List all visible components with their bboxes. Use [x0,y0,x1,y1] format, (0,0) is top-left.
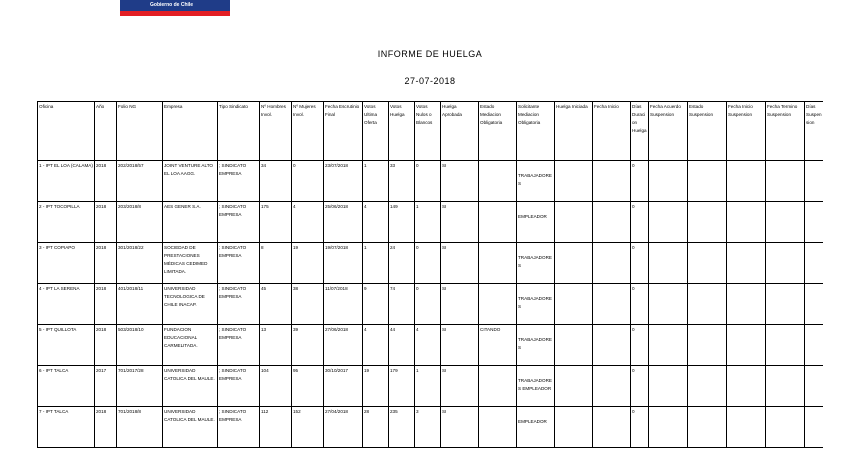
table-cell [593,325,631,366]
table-cell: 6 - IPT TALCA [38,366,95,407]
table-cell: 4 [363,325,389,366]
table-cell: 2017 [95,366,117,407]
table-cell: 175 [260,202,292,243]
table-cell: 112 [260,407,292,448]
cell-text: TRABAJADORES [518,173,552,186]
table-cell [766,202,805,243]
table-cell [727,202,766,243]
table-cell [517,366,555,407]
table-cell [649,243,688,284]
table-cell [688,407,727,448]
column-header: Días Duracion Huelga [631,102,649,161]
table-cell: UNIVERSIDAD CATOLICA DEL MAULE. [163,407,218,448]
column-header: Fecha Termino Suspension [766,102,805,161]
table-cell [555,407,593,448]
table-cell [593,407,631,448]
column-header: Nº Mujeres Invol. [292,102,324,161]
table-cell [593,243,631,284]
table-cell [649,325,688,366]
table-cell [593,366,631,407]
table-row [38,407,824,448]
table-cell: 179 [389,366,415,407]
cell-text: TRABAJADORES [518,255,552,268]
table-cell [479,366,517,407]
table-cell: 301/2018/22 [117,243,163,284]
table-cell [727,243,766,284]
column-header: Nº Hombres Invol. [260,102,292,161]
table-cell: 24 [389,243,415,284]
table-cell [727,284,766,325]
column-header: Votos Ultima Oferta [363,102,389,161]
cell-spacer [518,244,553,254]
table-cell: JOINT VENTURE ALTO EL LOA AAGG. [163,161,218,202]
column-header: Fecha Inicio Suspension [727,102,766,161]
table-cell [727,407,766,448]
cell-text: EMPLEADOR [518,214,547,219]
table-cell [688,243,727,284]
table-cell: SI [441,325,479,366]
table-cell: 13 [260,325,292,366]
table-cell [517,202,555,243]
table-cell: 39 [292,325,324,366]
table-cell: 5 - IPT QUILLOTA [38,325,95,366]
table-cell: 3 - IPT COPIAPO [38,243,95,284]
logo-red-band [120,11,230,16]
table-cell: 11/07/2018 [324,284,363,325]
table-cell: AES GENER S.A. [163,202,218,243]
table-cell: 152 [292,407,324,448]
logo-text: Gobierno de Chile [150,2,194,8]
table-cell [805,284,824,325]
table-cell: 0 [415,284,441,325]
table-cell [218,366,260,407]
table-cell [766,284,805,325]
table-cell: 0 [631,325,649,366]
table-cell: 104 [260,366,292,407]
table-cell: CITANDO [479,325,517,366]
table-cell: 27/06/2018 [324,325,363,366]
table-cell [555,284,593,325]
table-cell: SOCIEDAD DE PRESTACIONES MÉDICAS CEDIMED LIMITADA. [163,243,218,284]
table-cell: 203/2018/8 [117,202,163,243]
table-cell: 401/2018/11 [117,284,163,325]
report-title: INFORME DE HUELGA [377,49,483,59]
table-cell: 0 [631,161,649,202]
table-cell [766,161,805,202]
table-cell: 23/07/2018 [324,161,363,202]
table-cell [688,366,727,407]
cell-text: TRABAJADORES EMPLEADOR [518,378,552,391]
table-cell [479,161,517,202]
cell-text: ; SINDICATO EMPRESA [219,368,247,381]
column-header: Estado Suspension [688,102,727,161]
column-header: Días Suspension [805,102,824,161]
report-table-wrapper [37,101,823,450]
table-cell [688,161,727,202]
table-cell [479,243,517,284]
table-cell [649,202,688,243]
table-cell: 45 [260,284,292,325]
table-cell: 1 [363,243,389,284]
table-cell: FUNDACION EDUCACIONAL CARMELITADA. [163,325,218,366]
table-cell [593,202,631,243]
table-cell [517,407,555,448]
column-header: Oficina [38,102,95,161]
table-cell: UNIVERSIDAD TECNOLOGICA DE CHILE INACAP. [163,284,218,325]
table-cell: 25/06/2018 [324,202,363,243]
table-cell: 7 - IPT TALCA [38,407,95,448]
column-header: Empresa [163,102,218,161]
table-cell [479,202,517,243]
table-cell [555,161,593,202]
column-header: Solicitante Mediacion Obligatoria [517,102,555,161]
column-header: Folio NG [117,102,163,161]
table-cell: 0 [631,407,649,448]
table-cell: 2018 [95,161,117,202]
table-row [38,325,824,366]
table-cell: 30/10/2017 [324,366,363,407]
table-cell [517,243,555,284]
table-cell: UNIVERSIDAD CATOLICA DEL MAULE. [163,366,218,407]
table-cell: 8 [260,243,292,284]
strike-report-table [37,101,823,448]
table-cell: 701/2018/8 [117,407,163,448]
table-cell [766,325,805,366]
table-cell [805,202,824,243]
table-cell: 3 [415,407,441,448]
column-header: Estado Mediacion Obligatoria [479,102,517,161]
table-cell [593,284,631,325]
cell-text: ; SINDICATO EMPRESA [219,409,247,422]
column-header: Votos Nulos o Blancos [415,102,441,161]
table-row [38,202,824,243]
table-cell: 19 [363,366,389,407]
table-cell: 44 [389,325,415,366]
table-cell [805,325,824,366]
table-cell: SI [441,366,479,407]
cell-text: ; SINDICATO EMPRESA [219,327,247,340]
table-cell: 34 [260,161,292,202]
table-row [38,243,824,284]
table-row [38,161,824,202]
cell-text: ; SINDICATO EMPRESA [219,245,247,258]
cell-text: TRABAJADORES [518,337,552,350]
report-date: 27-07-2018 [404,76,456,86]
table-cell: 202/2018/57 [117,161,163,202]
table-cell: 33 [389,161,415,202]
table-cell: 4 - IPT LA SERENA [38,284,95,325]
table-cell: 0 [415,161,441,202]
table-cell [805,407,824,448]
table-cell [688,325,727,366]
table-cell [766,366,805,407]
table-cell [517,284,555,325]
table-cell: SI [441,407,479,448]
table-cell [218,325,260,366]
column-header: Fecha Escrutinio Final [324,102,363,161]
gobierno-logo [120,0,230,16]
cell-text: ; SINDICATO EMPRESA [219,204,247,217]
table-header-row [38,102,824,161]
table-cell [727,366,766,407]
cell-spacer [518,408,553,418]
table-cell [218,243,260,284]
table-cell: 95 [292,366,324,407]
table-cell [688,284,727,325]
cell-spacer [518,326,553,336]
table-cell: 149 [389,202,415,243]
cell-text: EMPLEADOR [518,419,547,424]
column-header: Huelga Iniciada [555,102,593,161]
table-cell: 2018 [95,284,117,325]
table-cell: 0 [631,243,649,284]
table-row [38,366,824,407]
table-cell: 2018 [95,202,117,243]
table-cell [727,161,766,202]
table-cell: SI [441,243,479,284]
column-header: Año [95,102,117,161]
table-row [38,284,824,325]
table-cell [555,325,593,366]
table-cell [805,243,824,284]
table-cell [805,366,824,407]
table-cell [218,202,260,243]
table-cell [766,407,805,448]
table-cell: 0 [292,161,324,202]
table-cell: 2018 [95,325,117,366]
table-cell: 0 [415,243,441,284]
table-cell: 503/2018/10 [117,325,163,366]
cell-spacer [518,285,553,295]
table-cell: 0 [631,366,649,407]
table-cell: 19/07/2018 [324,243,363,284]
cell-text: TRABAJADORES [518,296,552,309]
table-cell [649,407,688,448]
column-header: Votos Huelga [389,102,415,161]
table-cell: 701/2017/28 [117,366,163,407]
table-cell [218,407,260,448]
table-cell: 1 [363,161,389,202]
table-body [38,161,824,448]
table-cell [649,366,688,407]
cell-text: ; SINDICATO EMPRESA [219,286,247,299]
table-cell: SI [441,161,479,202]
table-cell: 4 [292,202,324,243]
table-cell [517,325,555,366]
table-cell [688,202,727,243]
table-cell: 1 [415,366,441,407]
table-cell: 74 [389,284,415,325]
table-cell [649,284,688,325]
table-cell: 4 [363,202,389,243]
cell-spacer [518,162,553,172]
table-cell [218,284,260,325]
table-cell: SI [441,284,479,325]
table-cell [727,325,766,366]
table-cell: 2018 [95,243,117,284]
table-cell: 2 - IPT TOCOPILLA [38,202,95,243]
table-cell [805,161,824,202]
table-cell: 235 [389,407,415,448]
table-cell: SI [441,202,479,243]
table-cell: 4 [415,325,441,366]
table-cell: 38 [292,284,324,325]
table-cell: 9 [363,284,389,325]
table-cell: 19 [292,243,324,284]
column-header: Huelga Aprobada [441,102,479,161]
table-cell: 1 - IPT EL LOA (CALAMA) [38,161,95,202]
table-cell [649,161,688,202]
cell-spacer [518,203,553,213]
table-cell [766,243,805,284]
table-cell: 28 [363,407,389,448]
column-header: Fecha Acuerdo Suspension [649,102,688,161]
table-cell [479,407,517,448]
table-cell: 2018 [95,407,117,448]
table-cell [218,161,260,202]
table-cell [555,243,593,284]
table-cell [593,161,631,202]
table-cell [555,202,593,243]
column-header: Tipo Sindicato [218,102,260,161]
table-cell [479,284,517,325]
table-cell: 0 [631,284,649,325]
table-cell [517,161,555,202]
table-cell [555,366,593,407]
table-cell: 1 [415,202,441,243]
cell-text: ; SINDICATO EMPRESA [219,163,247,176]
cell-spacer [518,367,553,377]
table-cell: 27/04/2018 [324,407,363,448]
table-cell: 0 [631,202,649,243]
column-header: Fecha Inicio [593,102,631,161]
